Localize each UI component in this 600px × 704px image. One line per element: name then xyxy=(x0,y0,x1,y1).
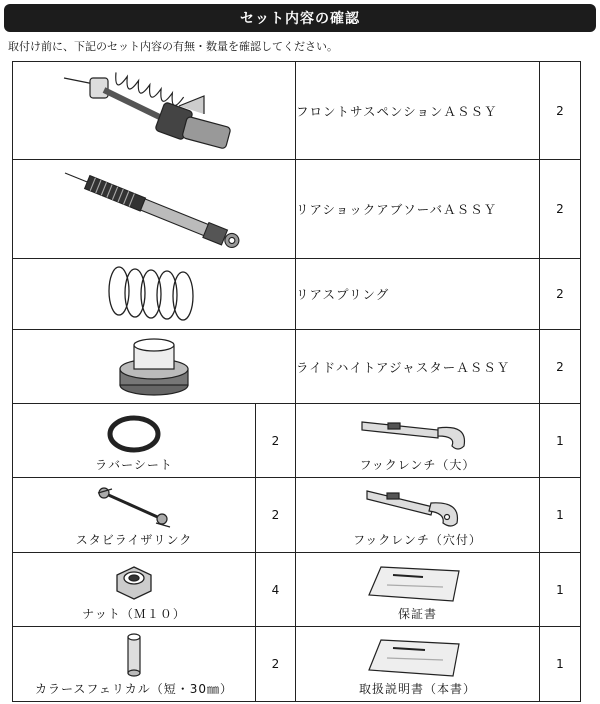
item-quantity: 2 xyxy=(256,627,296,702)
table-row xyxy=(13,62,581,160)
item-image-cell xyxy=(13,404,256,478)
item-name: ナット（Ｍ１０） xyxy=(82,607,186,621)
item-image-cell xyxy=(13,330,296,404)
front-suspension-assy-icon xyxy=(54,66,254,156)
page-title xyxy=(4,4,596,32)
item-quantity: 2 xyxy=(256,404,296,478)
hook-wrench-hole-icon xyxy=(363,485,473,529)
table-row xyxy=(13,627,581,702)
item-image-cell xyxy=(296,404,540,478)
item-name: リアショックアブソーバＡＳＳＹ xyxy=(296,160,540,259)
nut-icon xyxy=(109,561,159,603)
rubber-sheet-icon xyxy=(104,414,164,454)
item-image-cell xyxy=(13,627,256,702)
item-quantity: 1 xyxy=(540,553,581,627)
item-name: カラースフェリカル（短・30㎜） xyxy=(35,682,233,696)
item-name: フックレンチ（穴付） xyxy=(353,533,482,547)
ride-height-adjuster-icon xyxy=(114,335,194,399)
item-image-cell xyxy=(13,62,296,160)
hook-wrench-large-icon xyxy=(358,414,478,454)
item-quantity: 2 xyxy=(540,330,581,404)
item-name: スタビライザリンク xyxy=(75,533,193,547)
item-name: 保証書 xyxy=(397,607,437,621)
table-row xyxy=(13,478,581,553)
table-row xyxy=(13,404,581,478)
item-name: 取扱説明書（本書） xyxy=(358,682,476,696)
item-quantity: 1 xyxy=(540,478,581,553)
stabilizer-link-icon xyxy=(94,485,174,529)
warranty-card-icon xyxy=(363,563,473,603)
contents-table xyxy=(12,61,581,702)
item-quantity: 2 xyxy=(540,62,581,160)
page-title-text: セット内容の確認 xyxy=(240,11,360,27)
table-row xyxy=(13,259,581,330)
table-row xyxy=(13,330,581,404)
item-quantity: 2 xyxy=(540,259,581,330)
item-image-cell xyxy=(13,259,296,330)
item-image-cell xyxy=(296,478,540,553)
item-image-cell xyxy=(13,160,296,259)
table-row xyxy=(13,553,581,627)
item-quantity: 1 xyxy=(540,627,581,702)
item-image-cell xyxy=(13,478,256,553)
rear-spring-icon xyxy=(99,261,209,327)
item-quantity: 1 xyxy=(540,404,581,478)
item-name: フロントサスペンションＡＳＳＹ xyxy=(296,62,540,160)
item-name: フックレンチ（大） xyxy=(359,458,476,472)
item-image-cell xyxy=(296,553,540,627)
intro-text: 取付け前に、下記のセット内容の有無・数量を確認してください。 xyxy=(8,40,338,53)
item-quantity: 2 xyxy=(540,160,581,259)
rear-shock-absorber-assy-icon xyxy=(54,164,254,254)
item-name: リアスプリング xyxy=(296,259,540,330)
instruction-manual-icon xyxy=(363,636,473,678)
item-name: ラバーシート xyxy=(95,458,173,472)
item-image-cell xyxy=(13,553,256,627)
table-row xyxy=(13,160,581,259)
item-quantity: 4 xyxy=(256,553,296,627)
item-image-cell xyxy=(296,627,540,702)
collar-ferrule-icon xyxy=(119,632,149,678)
item-name: ライドハイトアジャスターＡＳＳＹ xyxy=(296,330,540,404)
item-quantity: 2 xyxy=(256,478,296,553)
